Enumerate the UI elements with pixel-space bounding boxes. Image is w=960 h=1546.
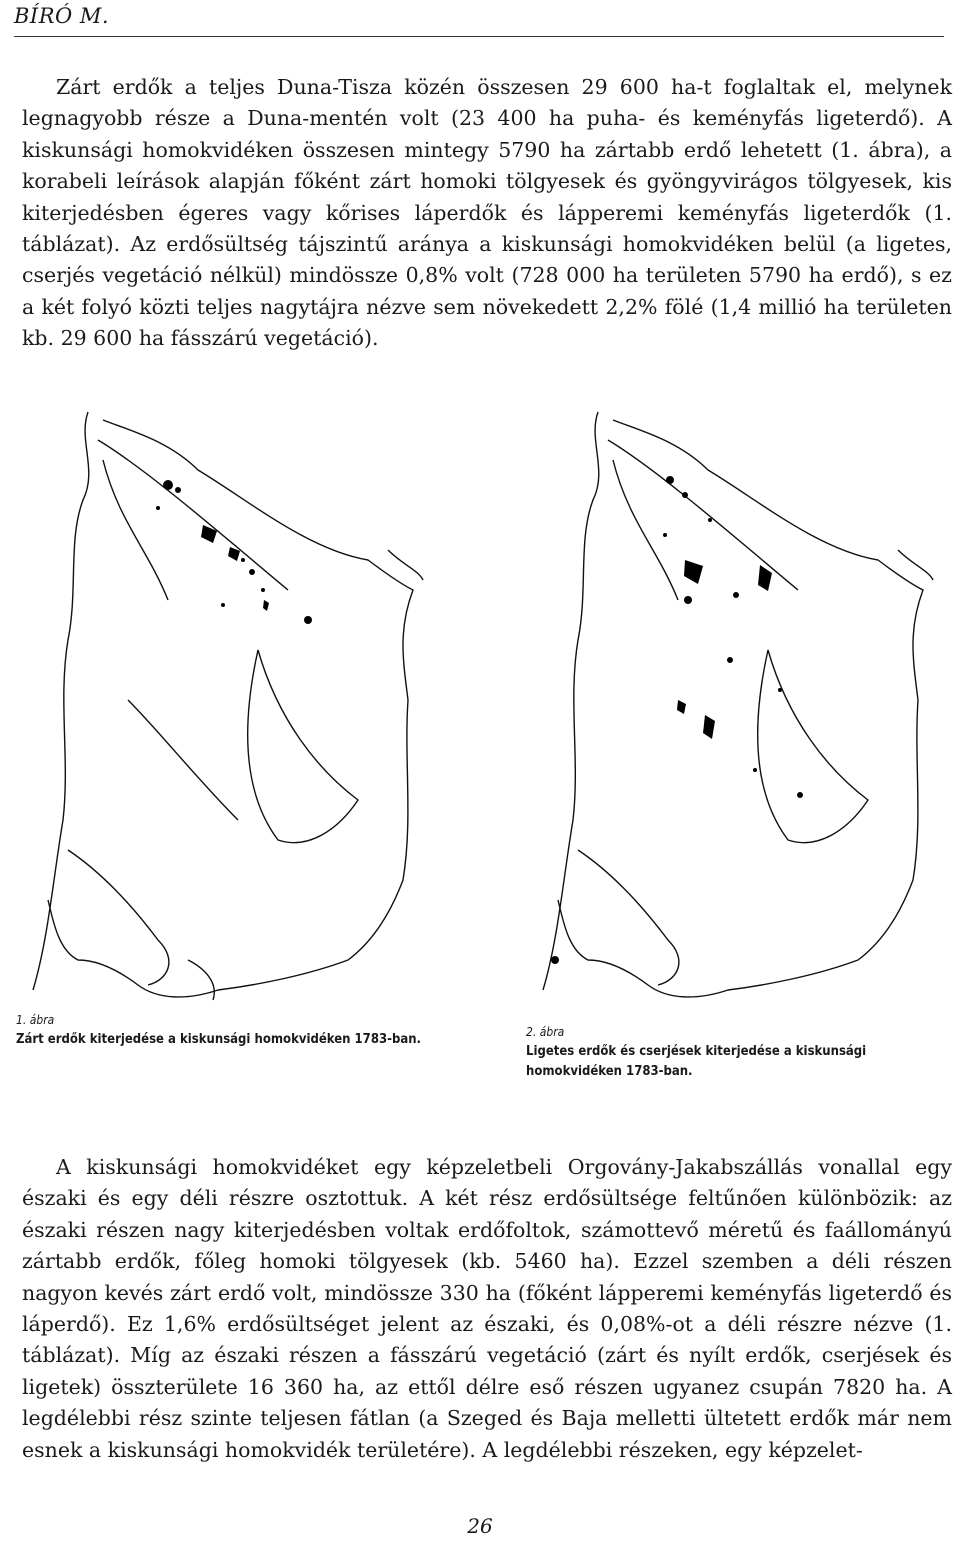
paragraph-text: Zárt erdők a teljes Duna-Tisza közén összesen 29 600 ha-t foglaltak el, melynek legnagyobb része a Duna-mentén volt (23 400 ha puha- és keményfás ligeterdő). A kiskunsági homokvidéken összesen mintegy 5790 ha zártabb erdő lehetett (1. ábra), a korabeli leírások alapján főként zárt homoki tölgyesek és gyöngyvirágos tölgyesek, kis kiterjedésben égeres vagy kőrises láperdők és lápperemi keményfás ligeterdők (1. táblázat). Az erdősültség tájszintű aránya a kiskunsági homokvidéken belül (a ligetes, cserjés vegetáció nélkül) mindössze 0,8% volt (728 000 ha területen 5790 ha erdő), s ez a két folyó közti teljes nagytájra nézve sem növekedett 2,2% fölé (1,4 millió ha területen kb. 29 600 ha fásszárú vegetáció). <box>22 75 952 351</box>
figure-2-caption <box>526 1022 956 1082</box>
header-divider <box>14 36 944 37</box>
body-paragraph-1 <box>22 72 952 355</box>
figure-caption-text: Ligetes erdők és cserjések kiterjedése a kiskunsági homokvidéken 1783-ban. <box>526 1044 867 1079</box>
running-header-author: BÍRÓ M. <box>14 4 110 28</box>
figure-1-map <box>8 400 428 1015</box>
body-paragraph-2 <box>22 1152 952 1466</box>
figure-caption-text: Zárt erdők kiterjedése a kiskunsági homokvidéken 1783-ban. <box>16 1032 421 1047</box>
figure-2-map <box>500 400 950 1015</box>
page-number: 26 <box>467 1514 493 1538</box>
figure-number: 1. ábra <box>16 1013 55 1027</box>
figure-number: 2. ábra <box>526 1025 565 1039</box>
figure-1-caption <box>16 1010 456 1050</box>
paragraph-text: A kiskunsági homokvidéket egy képzeletbeli Orgovány-Jakabszállás vonallal egy északi és egy déli részre osztottuk. A két rész erdősültsége feltűnően különbözik: az északi részen nagy kiterjedésben voltak erdőfoltok, számottevő méretű és faállományú zártabb erdők, főleg homoki tölgyesek (kb. 5460 ha). Ezzel szemben a déli részen nagyon kevés zárt erdő volt, mindössze 330 ha (főként lápperemi keményfás ligeterdő és láperdő). Ez 1,6% erdősültséget jelent az északi, és 0,08%-ot a déli részre nézve (1. táblázat). Míg az északi részen a fásszárú vegetáció (zárt és nyílt erdők, cserjések és ligetek) összterülete 16 360 ha, az ettől délre eső részen ugyanez csupán 7820 ha. A legdélebbi rész szinte teljesen fátlan (a Szeged és Baja melletti ültetett erdők már nem esnek a kiskunsági homokvidék területére). A legdélebbi részeken, egy képzelet- <box>22 1155 952 1462</box>
